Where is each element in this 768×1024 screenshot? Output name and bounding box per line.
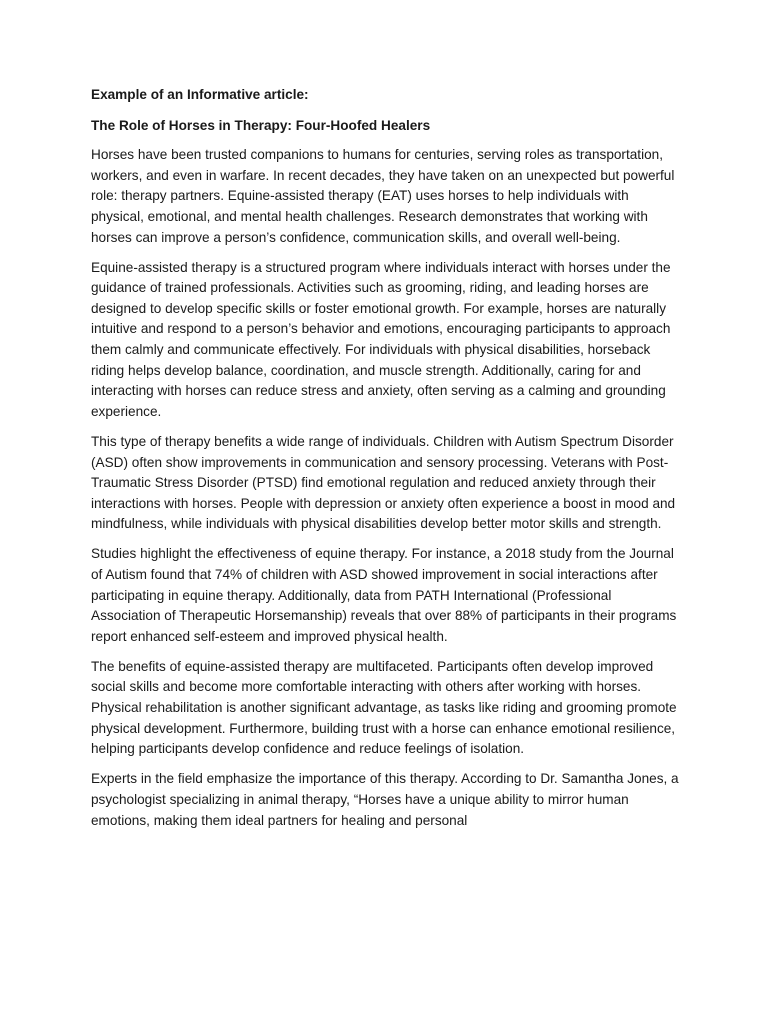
article-type-label: Example of an Informative article: [91, 87, 309, 102]
paragraph-intro: Horses have been trusted companions to humans for centuries, serving roles as transportation, workers, and even in warfare. In recent decades, they have taken on an unexpected but powerful role: therapy partners. Equine-assisted therapy (EAT) uses horses to help individuals with physical, emotional, and mental health challenges. Research demonstrates that working with horses can improve a person’s confidence, communication skills, and overall well-being. [91, 147, 675, 245]
paragraph-beneficiaries: This type of therapy benefits a wide range of individuals. Children with Autism Spectrum Disorder (ASD) often show improvements in communication and sensory processing. Veterans with Post-Traumatic Stress Disorder (PTSD) find emotional regulation and reduced anxiety through their interactions with horses. People with depression or anxiety often experience a boost in mood and mindfulness, while individuals with physical disabilities develop better motor skills and strength. [91, 433, 676, 532]
paragraph-experts: Experts in the field emphasize the importance of this therapy. According to Dr. Samantha Jones, a psychologist specializing in animal therapy, “Horses have a unique ability to mirror human emotions, making them ideal partners for healing and personal [91, 771, 679, 828]
paragraph-studies: Studies highlight the effectiveness of equine therapy. For instance, a 2018 study from the Journal of Autism found that 74% of children with ASD showed improvement in social interactions after participating in equine therapy. Additionally, data from PATH International (Professional Association of Therapeutic Horsemanship) reveals that over 88% of participants in their programs report enhanced self-esteem and improved physical health. [91, 546, 677, 644]
article-body [91, 85, 683, 841]
paragraph-structure: Equine-assisted therapy is a structured program where individuals interact with horses under the guidance of trained professionals. Activities such as grooming, riding, and leading horses are designed to develop specific skills or foster emotional growth. For example, horses are naturally intuitive and respond to a person’s behavior and emotions, encouraging participants to approach them calmly and communicate effectively. For individuals with physical disabilities, horseback riding helps develop balance, coordination, and muscle strength. Additionally, caring for and interacting with horses can reduce stress and anxiety, often serving as a calming and grounding experience. [91, 259, 671, 419]
article-title: The Role of Horses in Therapy: Four-Hoofed Healers [91, 117, 431, 133]
paragraph-benefits: The benefits of equine-assisted therapy are multifaceted. Participants often develop improved social skills and become more comfortable interacting with others after working with horses. Physical rehabilitation is another significant advantage, as tasks like riding and grooming promote physical development. Furthermore, building trust with a horse can enhance emotional resilience, helping participants develop confidence and reduce feelings of isolation. [91, 658, 677, 757]
